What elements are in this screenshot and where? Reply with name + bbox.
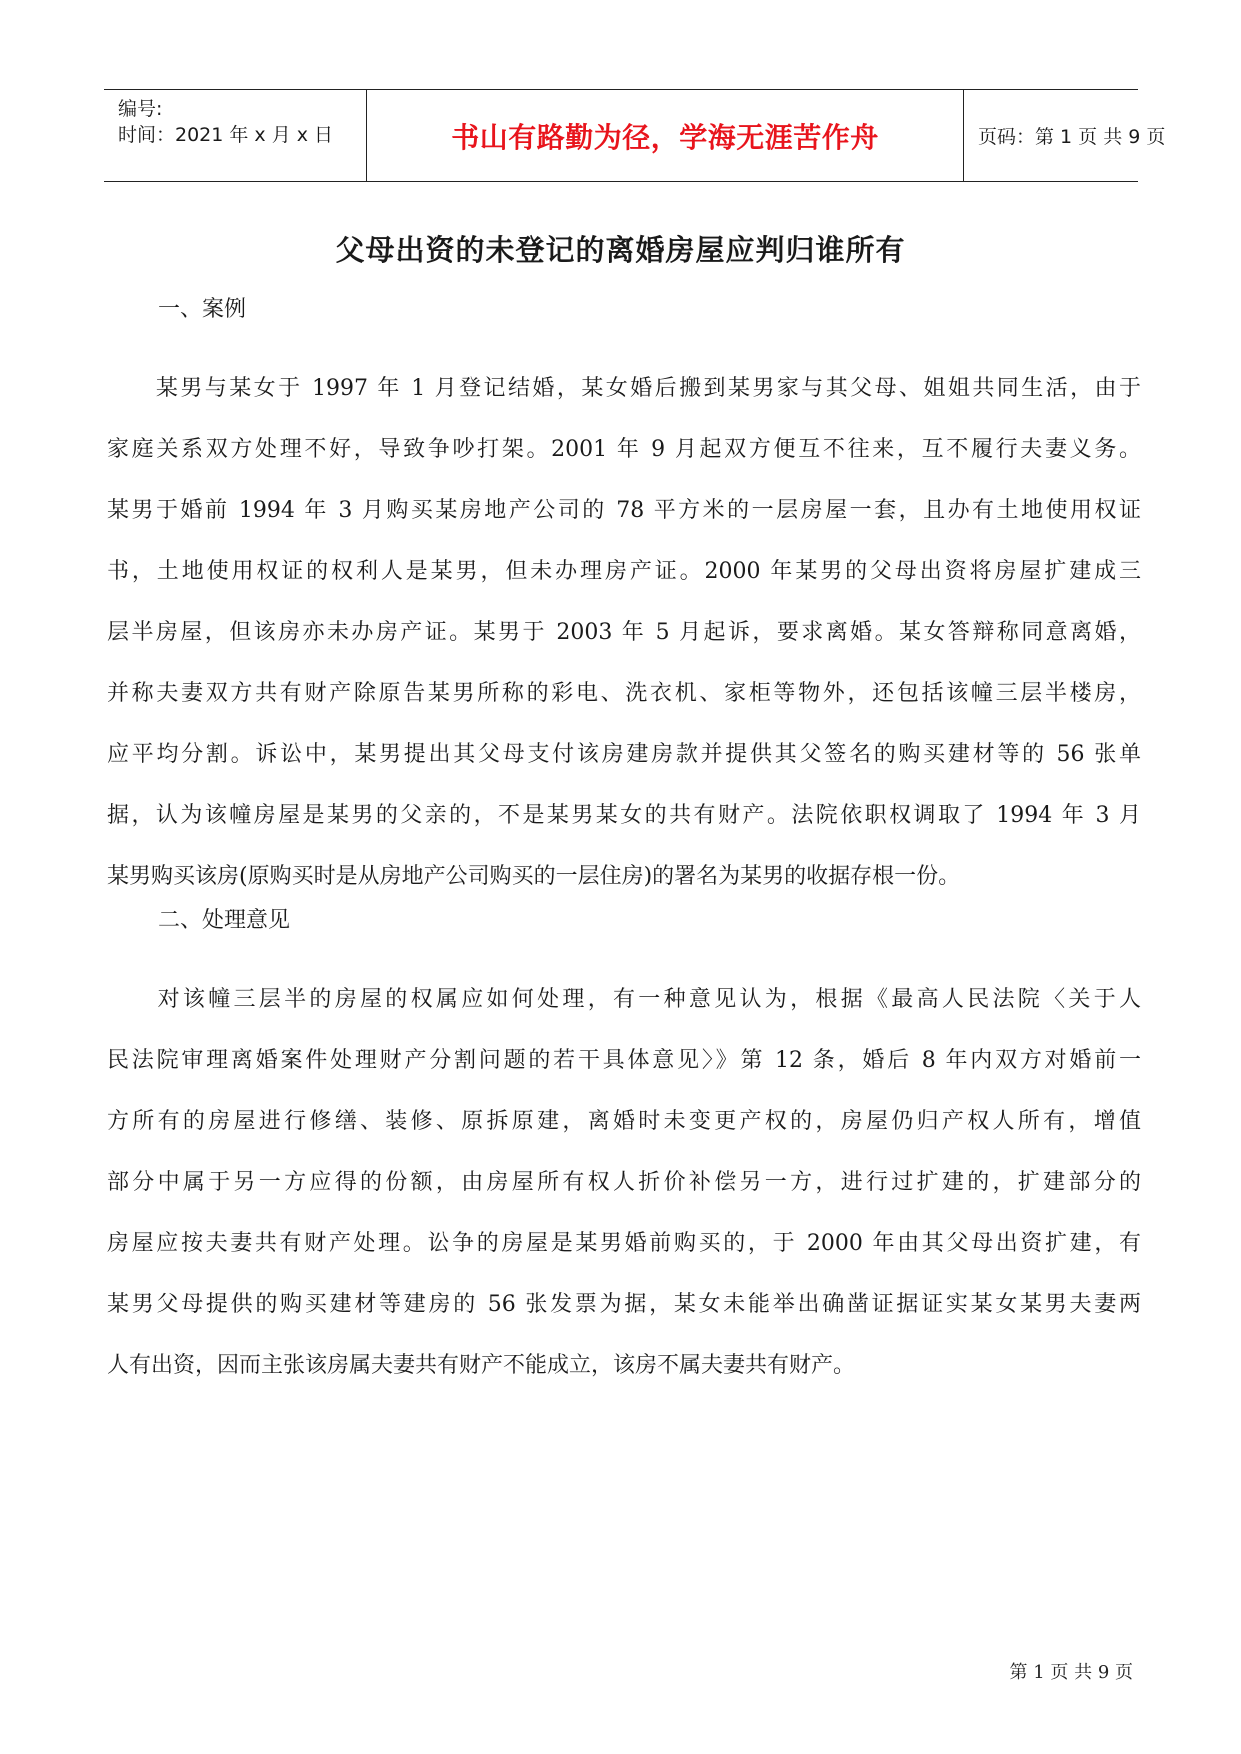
section-heading-case: 一、案例: [158, 297, 247, 322]
document-title: 父母出资的未登记的离婚房屋应判归谁所有: [335, 233, 906, 267]
header-left-cell: [104, 90, 367, 181]
paragraph-line: 部分中属于另一方应得的份额，由房屋所有权人折价补偿另一方，进行过扩建的，扩建部分的: [107, 1170, 1141, 1195]
document-number-label: 编号:: [118, 98, 163, 120]
paragraph-line: 应平均分割。诉讼中，某男提出其父母支付该房建房款并提供其父签名的购买建材等的 56 张单: [107, 742, 1141, 767]
paragraph-line: 层半房屋，但该房亦未办房产证。某男于 2003 年 5 月起诉，要求离婚。某女答辩称同意离婚，: [107, 620, 1141, 645]
paragraph-line: 家庭关系双方处理不好，导致争吵打架。2001 年 9 月起双方便互不往来，互不履行夫妻义务。: [107, 437, 1141, 462]
paragraph-line: 方所有的房屋进行修缮、装修、原拆原建，离婚时未变更产权的，房屋仍归产权人所有，增值: [107, 1109, 1141, 1134]
paragraph-line: 某男于婚前 1994 年 3 月购买某房地产公司的 78 平方米的一层房屋一套，且办有土地使用权证: [107, 498, 1141, 523]
header-motto: 书山有路勤为径，学海无涯苦作舟: [451, 121, 879, 154]
header-right-cell: [964, 90, 1166, 181]
section-paragraph-case: [107, 371, 1141, 920]
section-heading-opinion: 二、处理意见: [158, 908, 291, 933]
header-table: [104, 89, 1166, 182]
paragraph-line: 并称夫妻双方共有财产除原告某男所称的彩电、洗衣机、家柜等物外，还包括该幢三层半楼房，: [107, 681, 1141, 706]
page-footer: 第 1 页 共 9 页: [1009, 1662, 1133, 1683]
paragraph-line: 某男购买该房(原购买时是从房地产公司购买的一层住房)的署名为某男的收据存根一份。: [107, 864, 961, 889]
section-paragraph-opinion: [107, 982, 1141, 1409]
document-time-label: 时间：2021 年 x 月 x 日: [118, 124, 334, 146]
paragraph-line: 据，认为该幢房屋是某男的父亲的，不是某男某女的共有财产。法院依职权调取了 1994 年 3 月: [107, 803, 1141, 828]
header-page-code: 页码：第 1 页 共 9 页: [978, 126, 1166, 148]
paragraph-line: 对该幢三层半的房屋的权属应如何处理，有一种意见认为，根据《最高人民法院〈关于人: [107, 987, 1141, 1012]
paragraph-line: 书，土地使用权证的权利人是某男，但未办理房产证。2000 年某男的父母出资将房屋扩建成三: [107, 559, 1141, 584]
header-middle-cell: [367, 90, 964, 181]
paragraph-line: 人有出资，因而主张该房属夫妻共有财产不能成立，该房不属夫妻共有财产。: [107, 1353, 856, 1378]
paragraph-line: 某男父母提供的购买建材等建房的 56 张发票为据，某女未能举出确凿证据证实某女某男夫妻两: [107, 1292, 1141, 1317]
paragraph-line: 某男与某女于 1997 年 1 月登记结婚，某女婚后搬到某男家与其父母、姐姐共同生活，由于: [107, 376, 1141, 401]
paragraph-line: 民法院审理离婚案件处理财产分割问题的若干具体意见〉》第 12 条，婚后 8 年内双方对婚前一: [107, 1048, 1141, 1073]
paragraph-line: 房屋应按夫妻共有财产处理。讼争的房屋是某男婚前购买的，于 2000 年由其父母出资扩建，有: [107, 1231, 1141, 1256]
